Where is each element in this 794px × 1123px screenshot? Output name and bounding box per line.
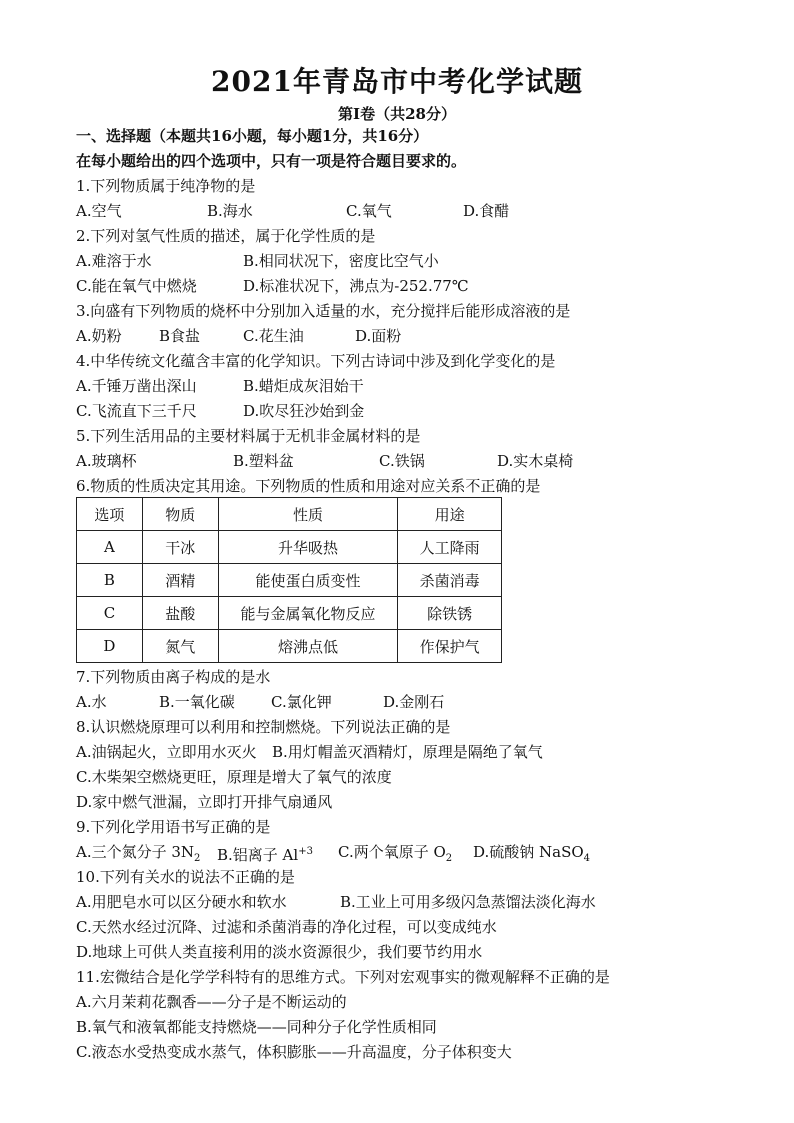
page-subtitle: 第Ⅰ卷（共28分） xyxy=(338,105,456,123)
q11-option-b: B.氧气和液氧都能支持燃烧——同种分子化学性质相同 xyxy=(76,1018,437,1036)
q5-option-b: B.塑料盆 xyxy=(233,452,294,470)
q10-option-c: C.天然水经过沉降、过滤和杀菌消毒的净化过程，可以变成纯水 xyxy=(76,918,497,936)
q4-option-b: B.蜡炬成灰泪始干 xyxy=(243,377,364,395)
q9-option-d-text: D.硫酸钠 NaSO xyxy=(473,843,584,861)
q1-option-b: B.海水 xyxy=(207,202,253,220)
q9-option-d-subscript: 4 xyxy=(583,853,591,864)
table-cell: 能与金属氧化物反应 xyxy=(218,597,398,630)
q8-option-b: B.用灯帽盖灭酒精灯，原理是隔绝了氧气 xyxy=(272,743,543,761)
table-cell: 升华吸热 xyxy=(218,531,398,564)
table-cell: 干冰 xyxy=(142,531,218,564)
q1-option-d: D.食醋 xyxy=(463,202,510,220)
table-cell: 能使蛋白质变性 xyxy=(218,564,398,597)
q11-stem: 11.宏微结合是化学学科特有的思维方式。下列对宏观事实的微观解释不正确的是 xyxy=(76,968,610,986)
q3-option-a: A.奶粉 xyxy=(76,327,122,345)
table-cell: 杀菌消毒 xyxy=(398,564,502,597)
table-row xyxy=(77,597,502,630)
q5-option-a: A.玻璃杯 xyxy=(76,452,137,470)
table-cell: 酒精 xyxy=(142,564,218,597)
properties-table xyxy=(76,497,502,663)
q5-option-c: C.铁锅 xyxy=(379,452,425,470)
q7-option-c: C.氯化钾 xyxy=(271,693,332,711)
q7-option-a: A.水 xyxy=(76,693,107,711)
q2-option-d: D.标准状况下，沸点为-252.77℃ xyxy=(243,277,469,295)
q7-stem: 7.下列物质由离子构成的是水 xyxy=(76,668,271,686)
q9-option-d xyxy=(473,842,590,869)
table-cell: 人工降雨 xyxy=(398,531,502,564)
q1-stem: 1.下列物质属于纯净物的是 xyxy=(76,177,256,195)
q9-option-c-text: C.两个氧原子 O xyxy=(338,843,446,861)
q3-option-c: C.花生油 xyxy=(243,327,304,345)
q9-option-b xyxy=(217,842,313,865)
table-cell: A xyxy=(77,531,143,564)
q5-stem: 5.下列生活用品的主要材料属于无机非金属材料的是 xyxy=(76,427,421,445)
q6-stem: 6.物质的性质决定其用途。下列物质的性质和用途对应关系不正确的是 xyxy=(76,477,541,495)
table-cell: 盐酸 xyxy=(142,597,218,630)
table-header-cell: 用途 xyxy=(398,498,502,531)
q9-stem: 9.下列化学用语书写正确的是 xyxy=(76,818,271,836)
table-cell: D xyxy=(77,630,143,663)
section-heading: 一、选择题（本题共16小题，每小题1分，共16分） xyxy=(76,127,429,145)
table-row xyxy=(77,630,502,663)
q9-option-c-subscript: 2 xyxy=(445,853,453,864)
table-cell: 氮气 xyxy=(142,630,218,663)
q9-option-a xyxy=(76,842,200,869)
table-header-row xyxy=(77,498,502,531)
q2-option-b: B.相同状况下，密度比空气小 xyxy=(243,252,439,270)
table-cell: 除铁锈 xyxy=(398,597,502,630)
q3-option-b: B食盐 xyxy=(159,327,201,345)
table-row xyxy=(77,564,502,597)
q1-option-a: A.空气 xyxy=(76,202,122,220)
q4-stem: 4.中华传统文化蕴含丰富的化学知识。下列古诗词中涉及到化学变化的是 xyxy=(76,352,556,370)
table-cell: 作保护气 xyxy=(398,630,502,663)
instruction: 在每小题给出的四个选项中，只有一项是符合题目要求的。 xyxy=(76,152,467,170)
q11-option-a: A.六月茉莉花飘香——分子是不断运动的 xyxy=(76,993,347,1011)
table-row xyxy=(77,531,502,564)
q2-stem: 2.下列对氢气性质的描述，属于化学性质的是 xyxy=(76,227,376,245)
q9-option-a-text: A.三个氮分子 3N xyxy=(76,843,195,861)
q7-option-b: B.一氧化碳 xyxy=(159,693,235,711)
q8-option-a: A.油锅起火，立即用水灭火 xyxy=(76,743,257,761)
q8-option-c: C.木柴架空燃烧更旺，原理是增大了氧气的浓度 xyxy=(76,768,392,786)
q10-stem: 10.下列有关水的说法不正确的是 xyxy=(76,868,295,886)
table-header-cell: 选项 xyxy=(77,498,143,531)
q3-stem: 3.向盛有下列物质的烧杯中分别加入适量的水，充分搅拌后能形成溶液的是 xyxy=(76,302,571,320)
q7-option-d: D.金刚石 xyxy=(383,693,445,711)
q5-option-d: D.实木桌椅 xyxy=(497,452,574,470)
table-cell: 熔沸点低 xyxy=(218,630,398,663)
page-title: 2021年青岛市中考化学试题 xyxy=(211,65,583,98)
q10-option-d: D.地球上可供人类直接利用的淡水资源很少，我们要节约用水 xyxy=(76,943,483,961)
q2-option-a: A.难溶于水 xyxy=(76,252,152,270)
q10-option-b: B.工业上可用多级闪急蒸馏法淡化海水 xyxy=(340,893,596,911)
q11-option-c: C.液态水受热变成水蒸气，体积膨胀——升高温度，分子体积变大 xyxy=(76,1043,512,1061)
q8-stem: 8.认识燃烧原理可以利用和控制燃烧。下列说法正确的是 xyxy=(76,718,451,736)
q8-option-d: D.家中燃气泄漏，立即打开排气扇通风 xyxy=(76,793,333,811)
table-cell: B xyxy=(77,564,143,597)
table-header-cell: 物质 xyxy=(142,498,218,531)
q1-option-c: C.氧气 xyxy=(346,202,392,220)
q10-option-a: A.用肥皂水可以区分硬水和软水 xyxy=(76,893,287,911)
q9-option-b-superscript: +3 xyxy=(298,846,313,857)
q4-option-a: A.千锤万凿出深山 xyxy=(76,377,197,395)
q9-option-a-subscript: 2 xyxy=(194,853,201,864)
q9-option-c xyxy=(338,842,452,869)
q2-option-c: C.能在氧气中燃烧 xyxy=(76,277,197,295)
q4-option-d: D.吹尽狂沙始到金 xyxy=(243,402,365,420)
q9-option-b-text: B.铝离子 Al xyxy=(217,846,299,864)
q4-option-c: C.飞流直下三千尺 xyxy=(76,402,197,420)
q3-option-d: D.面粉 xyxy=(355,327,402,345)
table-cell: C xyxy=(77,597,143,630)
table-header-cell: 性质 xyxy=(218,498,398,531)
